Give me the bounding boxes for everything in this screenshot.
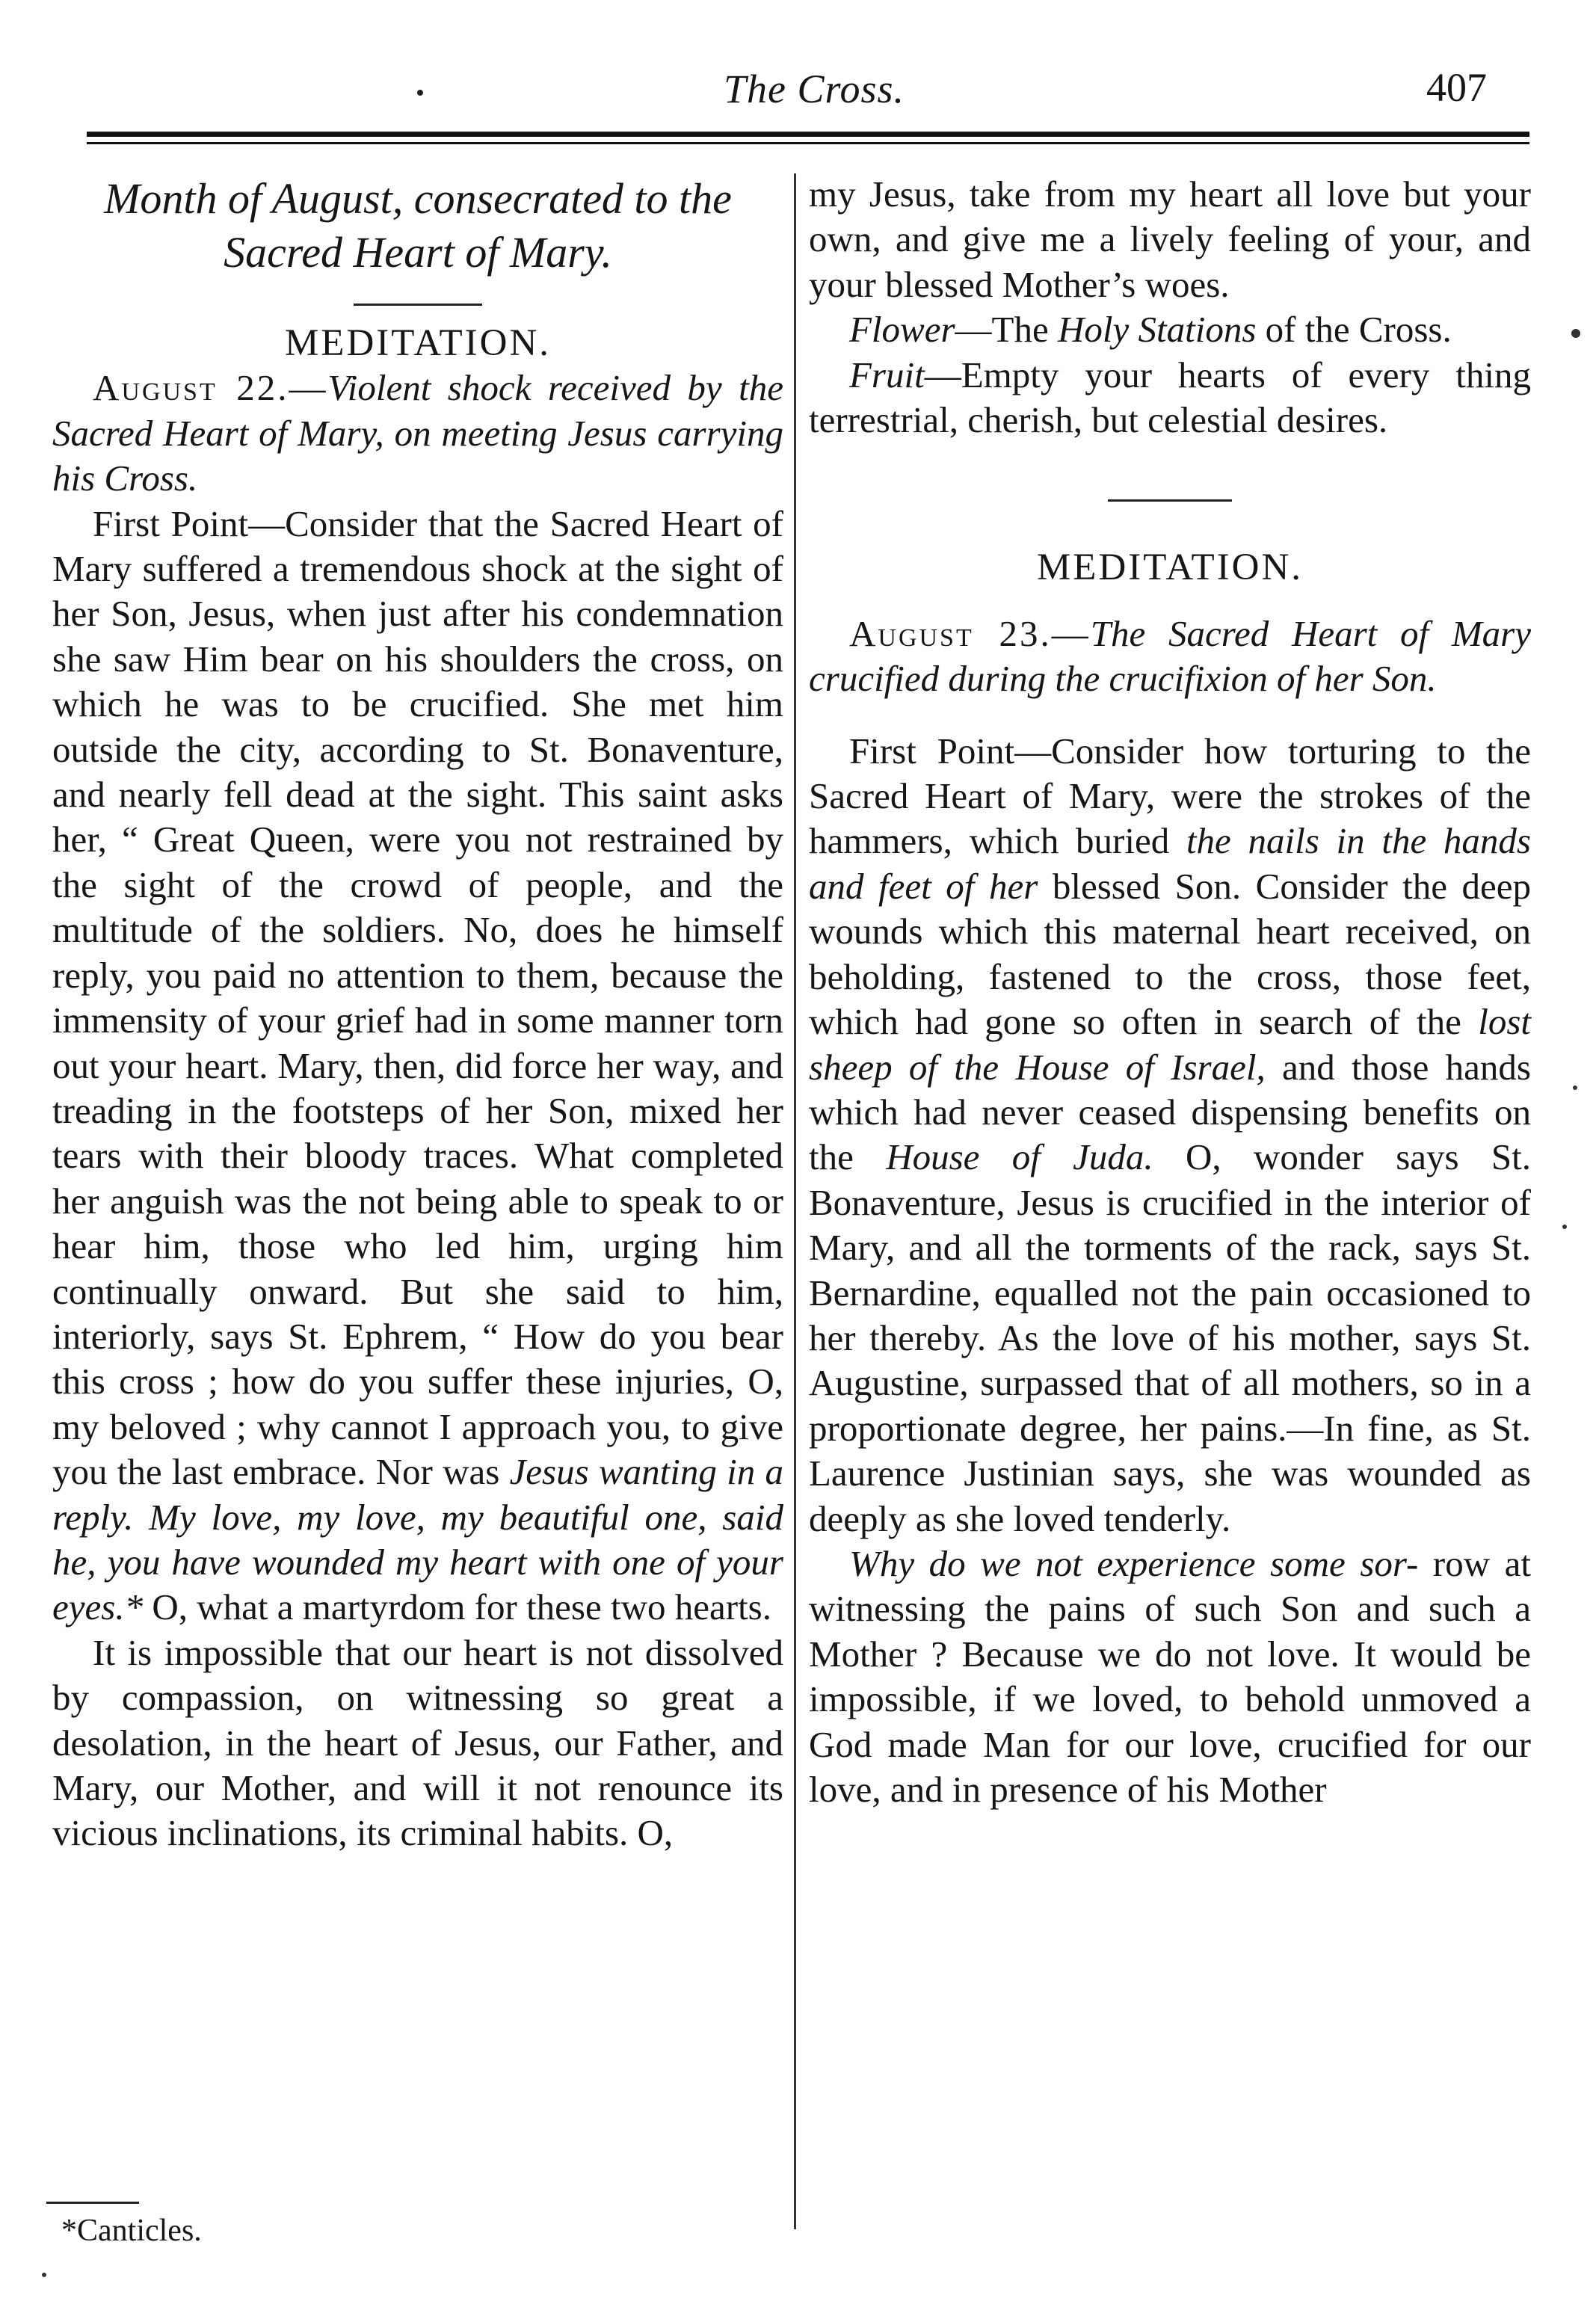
left-column [52, 172, 783, 1856]
page-number: 407 [1426, 65, 1487, 110]
paragraph-text-end: O, what a martyrdom for these two hearts. [152, 1586, 771, 1628]
meditation-heading: MEDITATION. [1036, 546, 1304, 589]
section-title-line2: Sacred Heart of Mary. [224, 228, 612, 277]
footnote: *Canticles. [61, 2214, 202, 2248]
paragraph-text: First Point—Consider that the Sacred Heart of Mary suffered a tremendous shock at the sight of her Son, Jesus, when just after his condemnation she saw Him bear on his shoulders the cross, on which he was to be crucified. She met him outside the city, according to St. Bonaventure, and nearly fell dead at the sight. This saint asks her, “ Great Queen, were you not restrained by the sight of the crowd of people, and the multitude of the soldiers. No, does he himself reply, you paid no attention to them, because the immensity of your grief had in some manner torn out your heart. Mary, then, did force her way, and treading in the footsteps of her Son, mixed her tears with their bloody traces. What completed her anguish was the not being able to speak to or hear him, those who led him, urging him continually onward. But she said to him, interiorly, says St. Ephrem, “ How do you bear this cross ; how do you suffer these injuries, O, my beloved ; why cannot I approach you, to give you the last embrace. Nor was [52, 502, 783, 1493]
date-label: August 22.— [93, 367, 328, 409]
section-title-line1: Month of August, consecrated to the [104, 174, 732, 223]
date-label: August 23.— [849, 612, 1091, 654]
paragraph-text: O, wonder says St. Bonaventure, Jesus is crucified in the interior of Mary, and all the torments of the rack, says St. Bernardine, equalled not the pain occasioned to her thereby. As the love of his mother, says St. Augustine, surpassed that of all mothers, so in a proportionate degree, her pains.—In fine, as St. Laurence Justinian says, she was wounded as deeply as she loved tenderly. [809, 1136, 1532, 1539]
footnote-rule [46, 2202, 139, 2204]
stray-mark [1562, 1225, 1567, 1229]
paragraph-text: row at witnessing the pains of such Son and such a Mother ? Because we do not love. It would be impossible, if we loved, to behold unmoved a God made Man for our love, crucified for our love, and in presence of his Mother [809, 1542, 1531, 1810]
flower-text: —The [955, 309, 1049, 351]
stray-mark [1571, 329, 1580, 338]
date-subject: Violent shock received by the Sacred Heart of Mary, on meeting Jesus carrying his Cross. [52, 367, 783, 499]
meditation-heading: MEDITATION. [284, 322, 552, 364]
paragraph-text: and those hands which had never ceased dispensing benefits on the [809, 1046, 1531, 1178]
paragraph: It is impossible that our heart is not dissolved by compassion, on witnessing so great a desolation, in the heart of Jesus, our Father, and Mary, our Mother, and will it not renounce its vicious inclinations, its criminal habits. O, [52, 1631, 783, 1854]
stray-mark [1573, 1085, 1577, 1090]
right-column [809, 172, 1531, 1812]
meditation-date [809, 612, 1531, 702]
paragraph [52, 502, 783, 1630]
section-rule [354, 304, 482, 306]
fruit-text: —Empty your hearts of every thing terrestrial, cherish, but celestial desires. [809, 354, 1531, 441]
stray-mark [42, 2273, 46, 2277]
date-subject: The Sacred Heart of Mary crucified during the crucifixion of her Son. [809, 612, 1531, 700]
flower-line [809, 307, 1531, 352]
printer-mark [417, 90, 423, 96]
header-rule-thin [87, 142, 1529, 144]
paragraph-italic: Why do we not experience some sor- [849, 1542, 1419, 1584]
paragraph-italic: Jesus wanting in a reply. My love, my love, my beautiful one, said he, you have wounded my heart with one of your eyes.* [52, 1451, 783, 1628]
paragraph-continued: my Jesus, take from my heart all love but your own, and give me a lively feeling of your, and your blessed Mother’s woes. [809, 173, 1531, 305]
running-title: The Cross. [724, 67, 905, 111]
fruit-label: Fruit [849, 354, 925, 395]
paragraph-italic: lost sheep of the House of Israel, [809, 1001, 1532, 1088]
meditation-date [52, 366, 783, 501]
flower-label: Flower [849, 309, 955, 351]
paragraph-text: blessed Son. Consider the deep wounds which this maternal heart received, on beholding, fastened to the cross, those feet, which had gone so often in search of the [809, 865, 1532, 1043]
flower-italic: Holy Stations [1057, 309, 1257, 351]
paragraph-italic: House of Juda. [886, 1136, 1153, 1178]
paragraph [809, 1542, 1531, 1812]
paragraph-text: First Point—Consider how torturing to the Sacred Heart of Mary, were the strokes of the hammers, which buried [809, 730, 1531, 862]
paragraph-italic: the nails in the hands and feet of her [809, 820, 1531, 907]
column-divider [794, 173, 796, 2229]
paragraph [809, 729, 1531, 1542]
fruit-line [809, 353, 1531, 443]
header-rule-thick [87, 132, 1529, 137]
flower-end: of the Cross. [1265, 309, 1452, 351]
section-rule [1108, 499, 1232, 502]
